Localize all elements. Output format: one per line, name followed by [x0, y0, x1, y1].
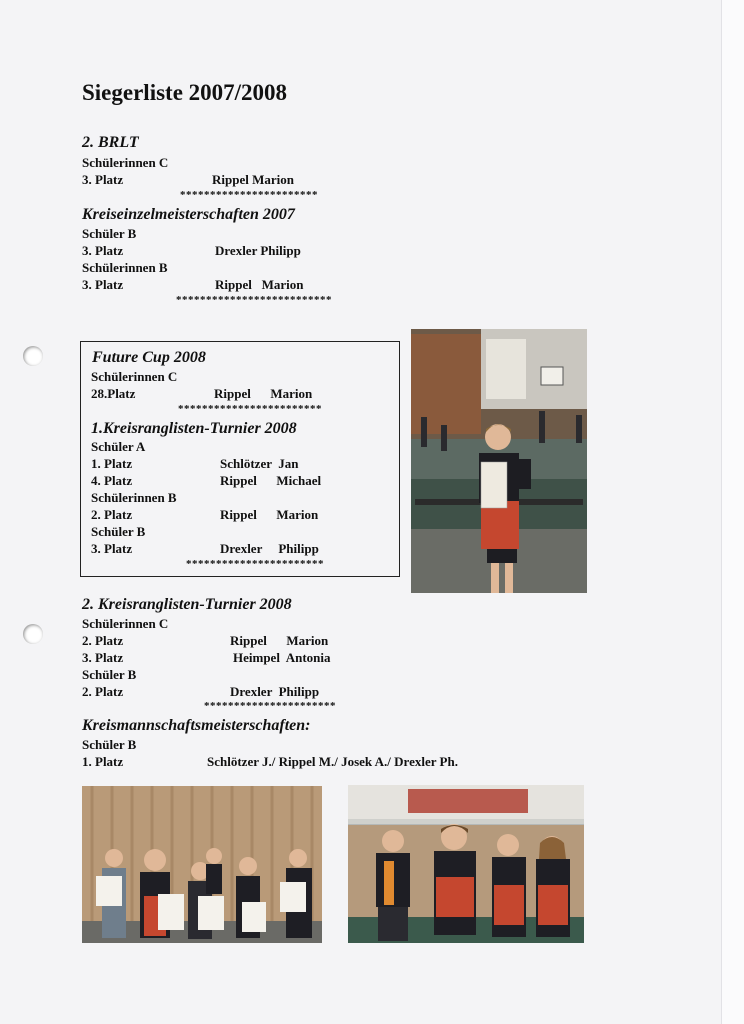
winner-name: Drexler Philipp	[215, 243, 301, 258]
winner-name: Drexler Philipp	[220, 541, 319, 556]
page-title: Siegerliste 2007/2008	[82, 80, 288, 105]
winner-name: Rippel Marion	[215, 277, 304, 292]
winner-name: Schlötzer J./ Rippel M./ Josek A./ Drexler Ph.	[207, 754, 458, 769]
section-heading: Future Cup 2008	[92, 349, 206, 366]
place-label: 4. Platz	[91, 473, 133, 488]
stars-divider: ***********************	[186, 558, 324, 570]
place-label: 3. Platz	[82, 243, 124, 258]
category-label: Schülerinnen C	[82, 155, 169, 170]
category-label: Schülerinnen C	[82, 616, 169, 631]
place-label: 2. Platz	[82, 684, 124, 699]
page-edge	[721, 0, 744, 1024]
category-label: Schüler B	[82, 226, 137, 241]
place-label: 3. Platz	[82, 172, 124, 187]
section-heading: 2. BRLT	[82, 134, 139, 151]
winner-name: Rippel Marion	[212, 172, 294, 187]
winner-name: Heimpel Antonia	[233, 650, 331, 665]
category-label: Schülerinnen B	[91, 490, 177, 505]
place-label: 3. Platz	[82, 277, 124, 292]
section-heading: 1.Kreisranglisten-Turnier 2008	[91, 420, 297, 437]
category-label: Schüler B	[82, 737, 137, 752]
punch-hole	[23, 624, 43, 644]
stars-divider: **************************	[176, 294, 332, 306]
winner-name: Schlötzer Jan	[220, 456, 299, 471]
winner-name: Rippel Marion	[220, 507, 319, 522]
category-label: Schüler B	[82, 667, 137, 682]
photo-team-players	[348, 785, 584, 943]
place-label: 2. Platz	[91, 507, 133, 522]
place-label: 3. Platz	[91, 541, 133, 556]
place-label: 1. Platz	[91, 456, 133, 471]
photo-group-certificates	[82, 786, 322, 943]
stars-divider: ************************	[178, 403, 322, 415]
section-heading: Kreiseinzelmeisterschaften 2007	[82, 206, 295, 223]
category-label: Schüler A	[91, 439, 146, 454]
stars-divider: ***********************	[180, 189, 318, 201]
place-label: 1. Platz	[82, 754, 124, 769]
winner-name: Rippel Michael	[220, 473, 322, 488]
category-label: Schüler B	[91, 524, 146, 539]
place-label: 28.Platz	[91, 386, 136, 401]
category-label: Schülerinnen C	[91, 369, 178, 384]
section-heading: Kreismannschaftsmeisterschaften:	[82, 717, 311, 734]
winner-name: Rippel Marion	[214, 386, 313, 401]
winner-name: Drexler Philipp	[230, 684, 320, 699]
photo-player-hall	[411, 329, 587, 593]
punch-hole	[23, 346, 43, 366]
category-label: Schülerinnen B	[82, 260, 168, 275]
stars-divider: **********************	[204, 700, 336, 712]
place-label: 3. Platz	[82, 650, 124, 665]
winner-name: Rippel Marion	[230, 633, 329, 648]
section-heading: 2. Kreisranglisten-Turnier 2008	[82, 596, 292, 613]
place-label: 2. Platz	[82, 633, 124, 648]
